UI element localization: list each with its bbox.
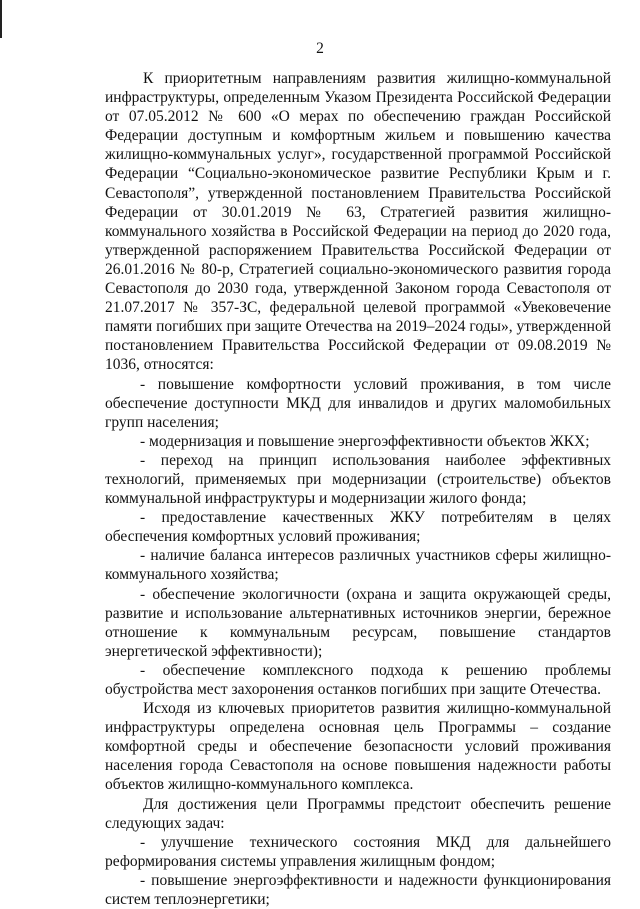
list-item: - наличие баланса интересов различных участников сферы жилищно-коммунального хозяйства;	[105, 547, 611, 584]
list-item: - переход на принцип использования наиболее эффективных технологий, применяемых при модернизации (строительстве) объектов коммунальной инфраструктуры и модернизации жилого фонда;	[105, 451, 611, 508]
tasks-intro-paragraph: Для достижения цели Программы предстоит обеспечить решение следующих задач:	[105, 795, 611, 832]
scan-edge-mark	[0, 0, 2, 38]
page-number: 2	[316, 40, 324, 57]
list-item: - повышение комфортности условий проживания, в том числе обеспечение доступности МКД для инвалидов и других маломобильных групп населения;	[105, 375, 611, 431]
task-item: - улучшение технического состояния МКД для дальнейшего реформирования системы управления жилищным фондом;	[105, 833, 611, 870]
goal-paragraph: Исходя из ключевых приоритетов развития жилищно-коммунальной инфраструктуры определена основная цель Программы – создание комфортной среды и обеспечение безопасности условий проживания населения города Севастополя на основе повышения надежности работы объектов жилищно-коммунального комплекса.	[105, 700, 611, 794]
document-body	[105, 69, 611, 909]
list-item: - модернизация и повышение энергоэффективности объектов ЖКХ;	[140, 432, 590, 450]
list-item: - обеспечение экологичности (охрана и защита окружающей среды, развитие и использование альтернативных источников энергии, бережное отношение к коммунальным ресурсам, повышение стандартов энергетической эффективности);	[105, 585, 611, 660]
task-item: - повышение энергоэффективности и надежности функционирования систем теплоэнергетики;	[105, 871, 611, 909]
list-item: - обеспечение комплексного подхода к решению проблемы обустройства мест захоронения останков погибших при защите Отечества.	[105, 661, 611, 698]
list-item: - предоставление качественных ЖКУ потребителям в целях обеспечения комфортных условий проживания;	[105, 509, 611, 546]
intro-paragraph: К приоритетным направлениям развития жилищно-коммунальной инфраструктуры, определенным Указом Президента Российской Федерации от 07.05.2012 № 600 «О мерах по обеспечению граждан Российской Федерации доступным и комфортным жильем и повышению качества жилищно-коммунальных услуг», государственной программой Российской Федерации “Социально-экономическое развитие Республики Крым и г. Севастополя”, утвержденной постановлением Правительства Российской Федерации от 30.01.2019 № 63, Стратегией развития жилищно-коммунального хозяйства в Российской Федерации на период до 2020 года, утвержденной распоряжением Правительства Российской Федерации от 26.01.2016 № 80-р, Стратегией социально-экономического развития города Севастополя до 2030 года, утвержденной Законом города Севастополя от 21.07.2017 № 357-ЗС, федеральной целевой программой «Увековечение памяти погибших при защите Отечества на 2019–2024 годы», утвержденной постановлением Правительства Российской Федерации от 09.08.2019 № 1036, относятся:	[105, 70, 611, 374]
